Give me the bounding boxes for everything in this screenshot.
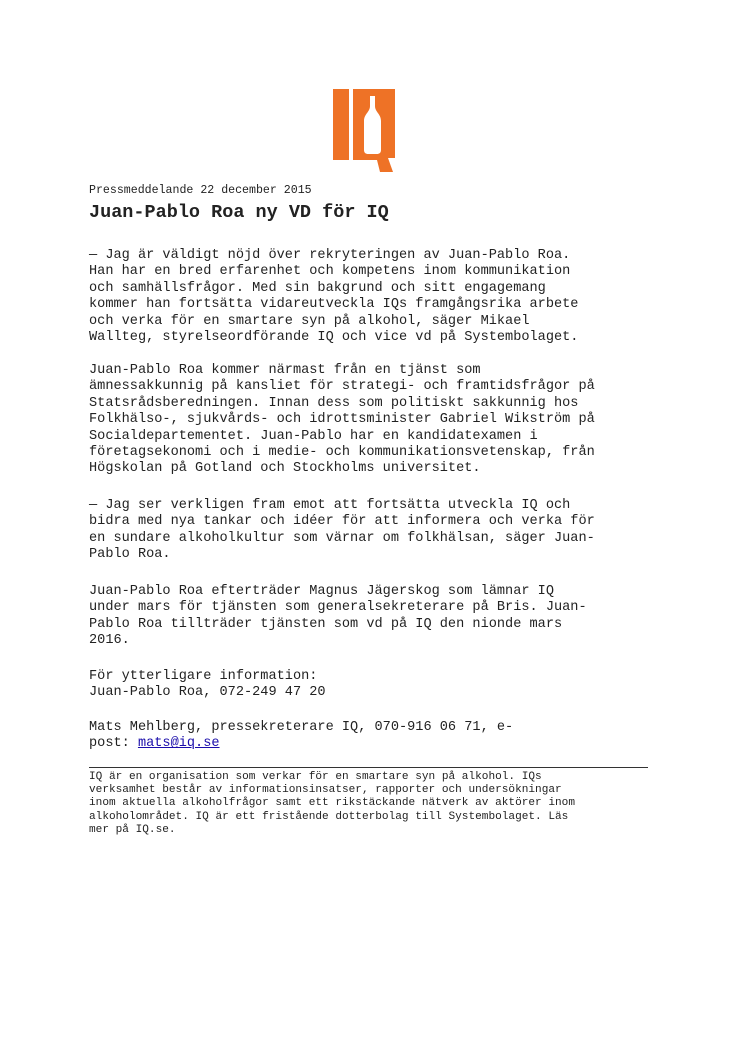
text-line: kommer han fortsätta vidareutveckla IQs framgångsrika arbete xyxy=(89,297,579,313)
footer-line: verksamhet består av informationsinsatser, rapporter och undersökningar xyxy=(89,784,562,797)
text-line xyxy=(89,736,513,752)
footer-about-iq xyxy=(89,771,575,837)
page-title: Juan-Pablo Roa ny VD för IQ xyxy=(89,202,389,223)
email-prefix: post: xyxy=(89,736,138,752)
text-line: under mars för tjänsten som generalsekreterare på Bris. Juan- xyxy=(89,600,587,616)
paragraph-contact-info xyxy=(89,669,326,702)
text-line: Pablo Roa. xyxy=(89,547,171,563)
iq-logo xyxy=(332,86,396,174)
dateline: Pressmeddelande 22 december 2015 xyxy=(89,184,312,197)
text-line: — Jag är väldigt nöjd över rekryteringen av Juan-Pablo Roa. xyxy=(89,248,571,263)
text-line: Pablo Roa tillträder tjänsten som vd på IQ den nionde mars xyxy=(89,616,563,632)
paragraph-press-contact xyxy=(89,720,513,753)
text-line: Juan-Pablo Roa, 072-249 47 20 xyxy=(89,685,326,701)
text-line: Juan-Pablo Roa efterträder Magnus Jägerskog som lämnar IQ xyxy=(89,584,554,599)
text-line: företagsekonomi och i medie- och kommunikationsvetenskap, från xyxy=(89,445,595,461)
footer-line: mer på IQ.se. xyxy=(89,823,176,836)
text-line: Juan-Pablo Roa kommer närmast från en tjänst som xyxy=(89,363,481,378)
text-line: Högskolan på Gotland och Stockholms universitet. xyxy=(89,461,481,477)
logo-letter-q xyxy=(353,89,395,172)
paragraph-background xyxy=(89,363,595,478)
text-line: bidra med nya tankar och idéer för att informera och verka för xyxy=(89,514,595,530)
paragraph-quote-wallteg xyxy=(89,248,578,346)
text-line: ämnessakkunnig på kansliet för strategi- och framtidsfrågor på xyxy=(89,379,595,395)
logo-letter-i xyxy=(333,89,349,160)
footer-line: IQ är en organisation som verkar för en smartare syn på alkohol. IQs xyxy=(89,771,542,783)
text-line: Mats Mehlberg, pressekreterare IQ, 070-916 06 71, e- xyxy=(89,720,514,735)
paragraph-quote-roa xyxy=(89,498,595,564)
text-line: För ytterligare information: xyxy=(89,669,318,684)
footer-line: alkoholområdet. IQ är ett fristående dotterbolag till Systembolaget. Läs xyxy=(89,810,569,823)
text-line: en sundare alkoholkultur som värnar om folkhälsan, säger Juan- xyxy=(89,530,595,546)
footer-line: inom aktuella alkoholfrågor samt ett rikstäckande nätverk av aktörer inom xyxy=(89,797,575,810)
paragraph-succession xyxy=(89,584,587,650)
text-line: Statsrådsberedningen. Innan dess som politiskt sakkunnig hos xyxy=(89,395,579,411)
text-line: och verka för en smartare syn på alkohol, säger Mikael xyxy=(89,313,530,329)
email-link[interactable]: mats@iq.se xyxy=(137,736,220,752)
text-line: Wallteg, styrelseordförande IQ och vice vd på Systembolaget. xyxy=(89,330,579,346)
text-line: och samhällsfrågor. Med sin bakgrund och sitt engagemang xyxy=(89,280,546,296)
text-line: Han har en bred erfarenhet och kompetens inom kommunikation xyxy=(89,264,571,280)
text-line: — Jag ser verkligen fram emot att fortsätta utveckla IQ och xyxy=(89,498,571,513)
footer-divider xyxy=(89,767,648,768)
text-line: Socialdepartementet. Juan-Pablo har en kandidatexamen i xyxy=(89,428,538,444)
text-line: Folkhälso-, sjukvårds- och idrottsminister Gabriel Wikström på xyxy=(89,412,595,428)
text-line: 2016. xyxy=(89,633,130,649)
